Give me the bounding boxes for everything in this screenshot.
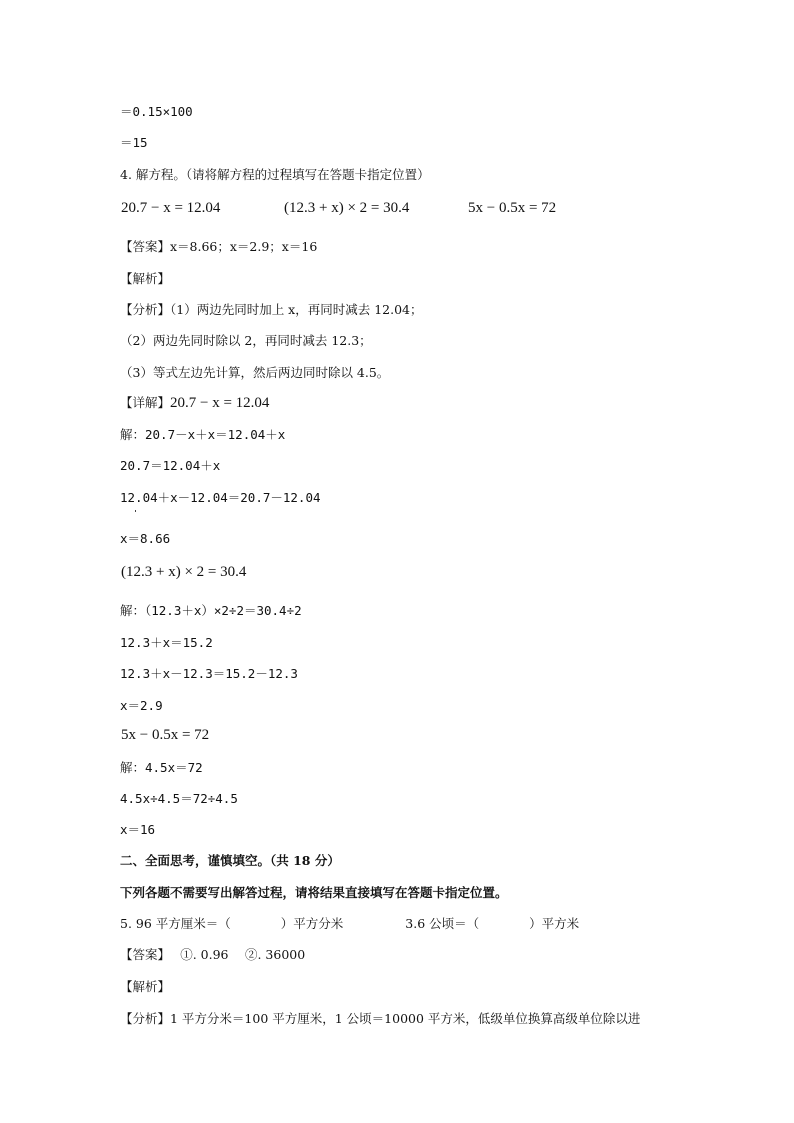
- detail-equation-3: 5x − 0.5x = 72: [121, 727, 210, 743]
- calc-line-2: ＝15: [120, 135, 148, 150]
- equation-1: 20.7 − x = 12.04: [121, 200, 221, 216]
- solution-step-2: 20.7＝12.04＋x: [120, 458, 221, 473]
- stray-mark: [135, 510, 136, 512]
- solution-step-7: 解：4.5x＝72: [120, 760, 203, 775]
- solution-result-1: x＝8.66: [120, 531, 171, 546]
- section-2-title: 二、全面思考，谨慎填空。（共 18 分）: [120, 853, 340, 868]
- solution-result-3: x＝16: [120, 822, 156, 837]
- calc-line-1: ＝0.15×100: [120, 104, 193, 119]
- question-4-title: 4. 解方程。（请将解方程的过程填写在答题卡指定位置）: [120, 167, 430, 182]
- detail-equation-1: 20.7 − x = 12.04: [170, 395, 270, 411]
- solution-step-1: 解：20.7－x＋x＝12.04＋x: [120, 427, 286, 442]
- analysis-label-5: 【解析】: [120, 979, 171, 994]
- analysis-4-line-2: （2）两边先同时除以 2，再同时减去 12.3；: [120, 333, 372, 348]
- solution-result-2: x＝2.9: [120, 698, 163, 713]
- detail-heading: [120, 394, 269, 412]
- question-5-part-2: 3.6 公顷＝（ ）平方米: [405, 916, 580, 931]
- answer-4: 【答案】x＝8.66；x＝2.9；x＝16: [120, 239, 318, 254]
- equation-2: (12.3 + x) × 2 = 30.4: [284, 200, 410, 216]
- solution-step-4: 解：（12.3＋x）×2÷2＝30.4÷2: [120, 603, 302, 618]
- solution-step-8: 4.5x÷4.5＝72÷4.5: [120, 791, 238, 806]
- solution-step-6: 12.3＋x－12.3＝15.2－12.3: [120, 666, 298, 681]
- detail-label: 【详解】: [120, 395, 171, 410]
- equation-3: 5x − 0.5x = 72: [468, 200, 557, 216]
- analysis-4-line-1: 【分析】（1）两边先同时加上 x，再同时减去 12.04；: [120, 302, 423, 317]
- solution-step-3: 12.04＋x－12.04＝20.7－12.04: [120, 490, 321, 505]
- analysis-label-4: 【解析】: [120, 271, 171, 286]
- question-5-part-1: 5. 96 平方厘米＝（ ）平方分米: [120, 916, 344, 931]
- answer-5: 【答案】 ①. 0.96 ②. 36000: [120, 947, 306, 962]
- solution-step-5: 12.3＋x＝15.2: [120, 635, 213, 650]
- question-5: [120, 915, 579, 933]
- section-2-instruction: 下列各题不需要写出解答过程，请将结果直接填写在答题卡指定位置。: [120, 885, 508, 900]
- analysis-5-line-1: 【分析】1 平方分米＝100 平方厘米，1 公顷＝10000 平方米，低级单位换算高级单位除以进: [120, 1011, 641, 1026]
- detail-equation-2: (12.3 + x) × 2 = 30.4: [121, 564, 247, 580]
- analysis-4-line-3: （3）等式左边先计算，然后两边同时除以 4.5。: [120, 365, 390, 380]
